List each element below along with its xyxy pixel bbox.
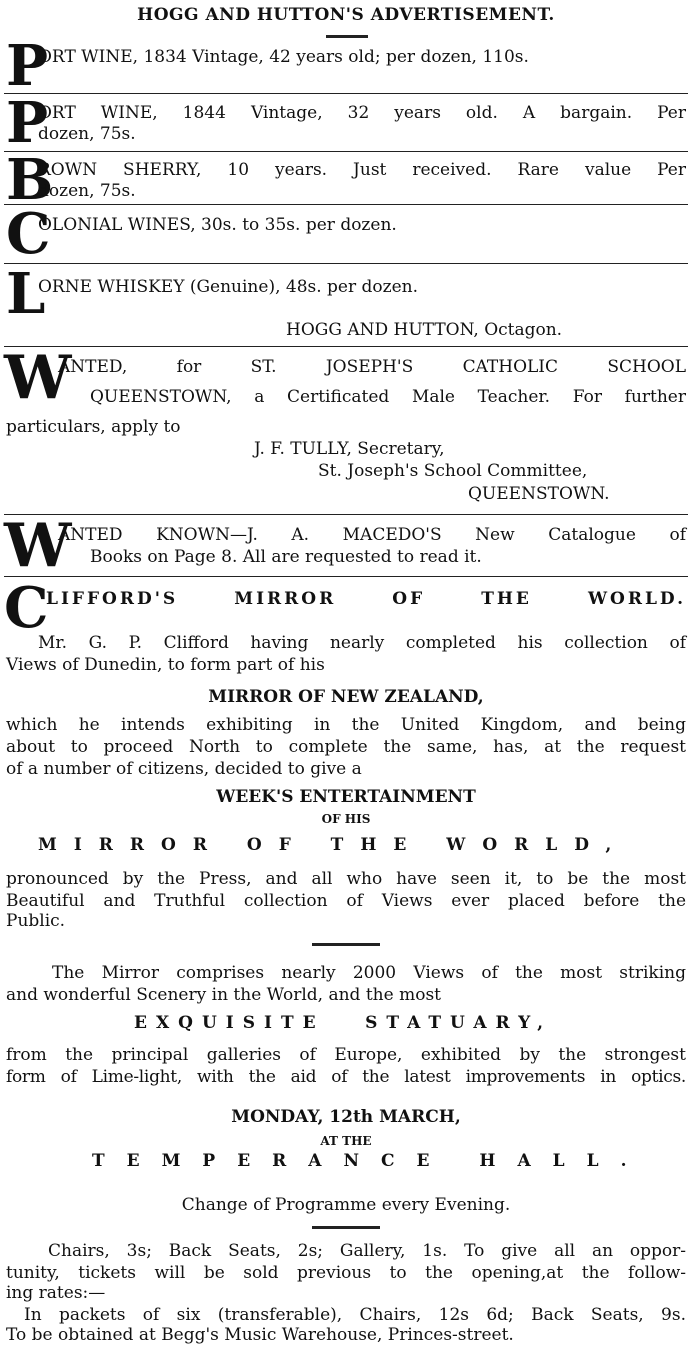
- clifford-p1-line1: Mr. G. P. Clifford having nearly completed his collection of: [38, 633, 686, 653]
- clifford-p2-line1: which he intends exhibiting in the United Kingdom, and being: [6, 715, 686, 735]
- wanted-known-line2: Books on Page 8. All are requested to read it.: [90, 547, 482, 567]
- clifford-p2-line3: of a number of citizens, decided to give a: [6, 759, 362, 779]
- programme-note: Change of Programme every Evening.: [181, 1195, 511, 1215]
- mirror-of-the-world: MIRROR OF THE WORLD,: [38, 835, 629, 855]
- school-committee: St. Joseph's School Committee,: [318, 461, 588, 481]
- dropcap-sherry: B: [6, 147, 54, 213]
- weeks-entertainment: WEEK'S ENTERTAINMENT: [216, 787, 476, 807]
- wanted-known-line1: ANTED KNOWN—J. A. MACEDO'S New Catalogue of: [58, 525, 686, 545]
- dropcap-wanted: W: [4, 343, 72, 413]
- wanted-teacher-line3: particulars, apply to: [6, 417, 181, 437]
- hogg-signoff: HOGG AND HUTTON, Octagon.: [286, 320, 563, 340]
- port-wine-1844-line2: dozen, 75s.: [38, 124, 136, 144]
- divider: [4, 204, 688, 205]
- clifford-title: LIFFORD'S MIRROR OF THE WORLD.: [46, 589, 686, 609]
- advertisement-header: HOGG AND HUTTON'S ADVERTISEMENT.: [137, 5, 555, 25]
- exquisite-statuary: EXQUISITE STATUARY,: [134, 1013, 552, 1033]
- clifford-p2-line2: about to proceed North to complete the same, has, at the request: [6, 737, 686, 757]
- clifford-p7-line2: To be obtained at Begg's Music Warehouse, Princes-street.: [6, 1325, 514, 1345]
- lorne-whiskey: ORNE WHISKEY (Genuine), 48s. per dozen.: [38, 277, 419, 297]
- clifford-p3-line1: pronounced by the Press, and all who have seen it, to be the most: [6, 869, 686, 889]
- section-rule: [312, 1226, 380, 1229]
- dropcap-port2: P: [6, 90, 49, 156]
- divider: [4, 576, 688, 577]
- port-wine-1834: ORT WINE, 1834 Vintage, 42 years old; per dozen, 110s.: [38, 47, 529, 67]
- divider: [4, 263, 688, 264]
- brown-sherry-line1: ROWN SHERRY, 10 years. Just received. Rare value Per: [38, 160, 686, 180]
- clifford-p6-line2: tunity, tickets will be sold previous to the opening,at the follow-: [6, 1263, 686, 1283]
- dropcap-port1: P: [6, 33, 49, 99]
- clifford-p5-line2: form of Lime-light, with the aid of the latest improvements in optics.: [6, 1067, 686, 1087]
- divider: [4, 514, 688, 515]
- divider: [4, 93, 688, 94]
- clifford-p5-line1: from the principal galleries of Europe, exhibited by the strongest: [6, 1045, 686, 1065]
- clifford-p6-line1: Chairs, 3s; Back Seats, 2s; Gallery, 1s. To give all an oppor-: [48, 1241, 686, 1261]
- clifford-p4-line1: The Mirror comprises nearly 2000 Views of the most striking: [52, 963, 686, 983]
- divider: [4, 151, 688, 152]
- wanted-teacher-line2: QUEENSTOWN, a Certificated Male Teacher. For further: [90, 387, 686, 407]
- dropcap-wanted-known: W: [4, 511, 72, 581]
- colonial-wines: OLONIAL WINES, 30s. to 35s. per dozen.: [38, 215, 397, 235]
- mirror-of-new-zealand: MIRROR OF NEW ZEALAND,: [208, 687, 484, 707]
- secretary-name: J. F. TULLY, Secretary,: [254, 439, 445, 459]
- header-rule: [326, 35, 368, 38]
- divider: [4, 346, 688, 347]
- clifford-p6-line3: ing rates:—: [6, 1283, 106, 1303]
- of-his: OF HIS: [321, 812, 371, 826]
- clifford-p7-line1: In packets of six (transferable), Chairs, 12s 6d; Back Seats, 9s.: [24, 1305, 686, 1325]
- clifford-p3-line3: Public.: [6, 911, 66, 931]
- queenstown: QUEENSTOWN.: [468, 484, 610, 504]
- section-rule: [312, 943, 380, 946]
- event-date: MONDAY, 12th MARCH,: [231, 1107, 461, 1127]
- port-wine-1844-line1: ORT WINE, 1844 Vintage, 32 years old. A bargain. Per: [38, 103, 686, 123]
- dropcap-clifford: C: [4, 575, 49, 641]
- clifford-p3-line2: Beautiful and Truthful collection of Views ever placed before the: [6, 891, 686, 911]
- temperance-hall: TEMPERANCE HALL.: [92, 1151, 649, 1171]
- brown-sherry-line2: dozen, 75s.: [38, 181, 136, 201]
- clifford-p1-line2: Views of Dunedin, to form part of his: [6, 655, 325, 675]
- wanted-teacher-line1: ANTED, for ST. JOSEPH'S CATHOLIC SCHOOL: [58, 357, 686, 377]
- dropcap-whiskey: L: [6, 261, 46, 327]
- clifford-p4-line2: and wonderful Scenery in the World, and the most: [6, 985, 441, 1005]
- dropcap-colonial: C: [6, 201, 51, 267]
- at-the: AT THE: [320, 1134, 372, 1148]
